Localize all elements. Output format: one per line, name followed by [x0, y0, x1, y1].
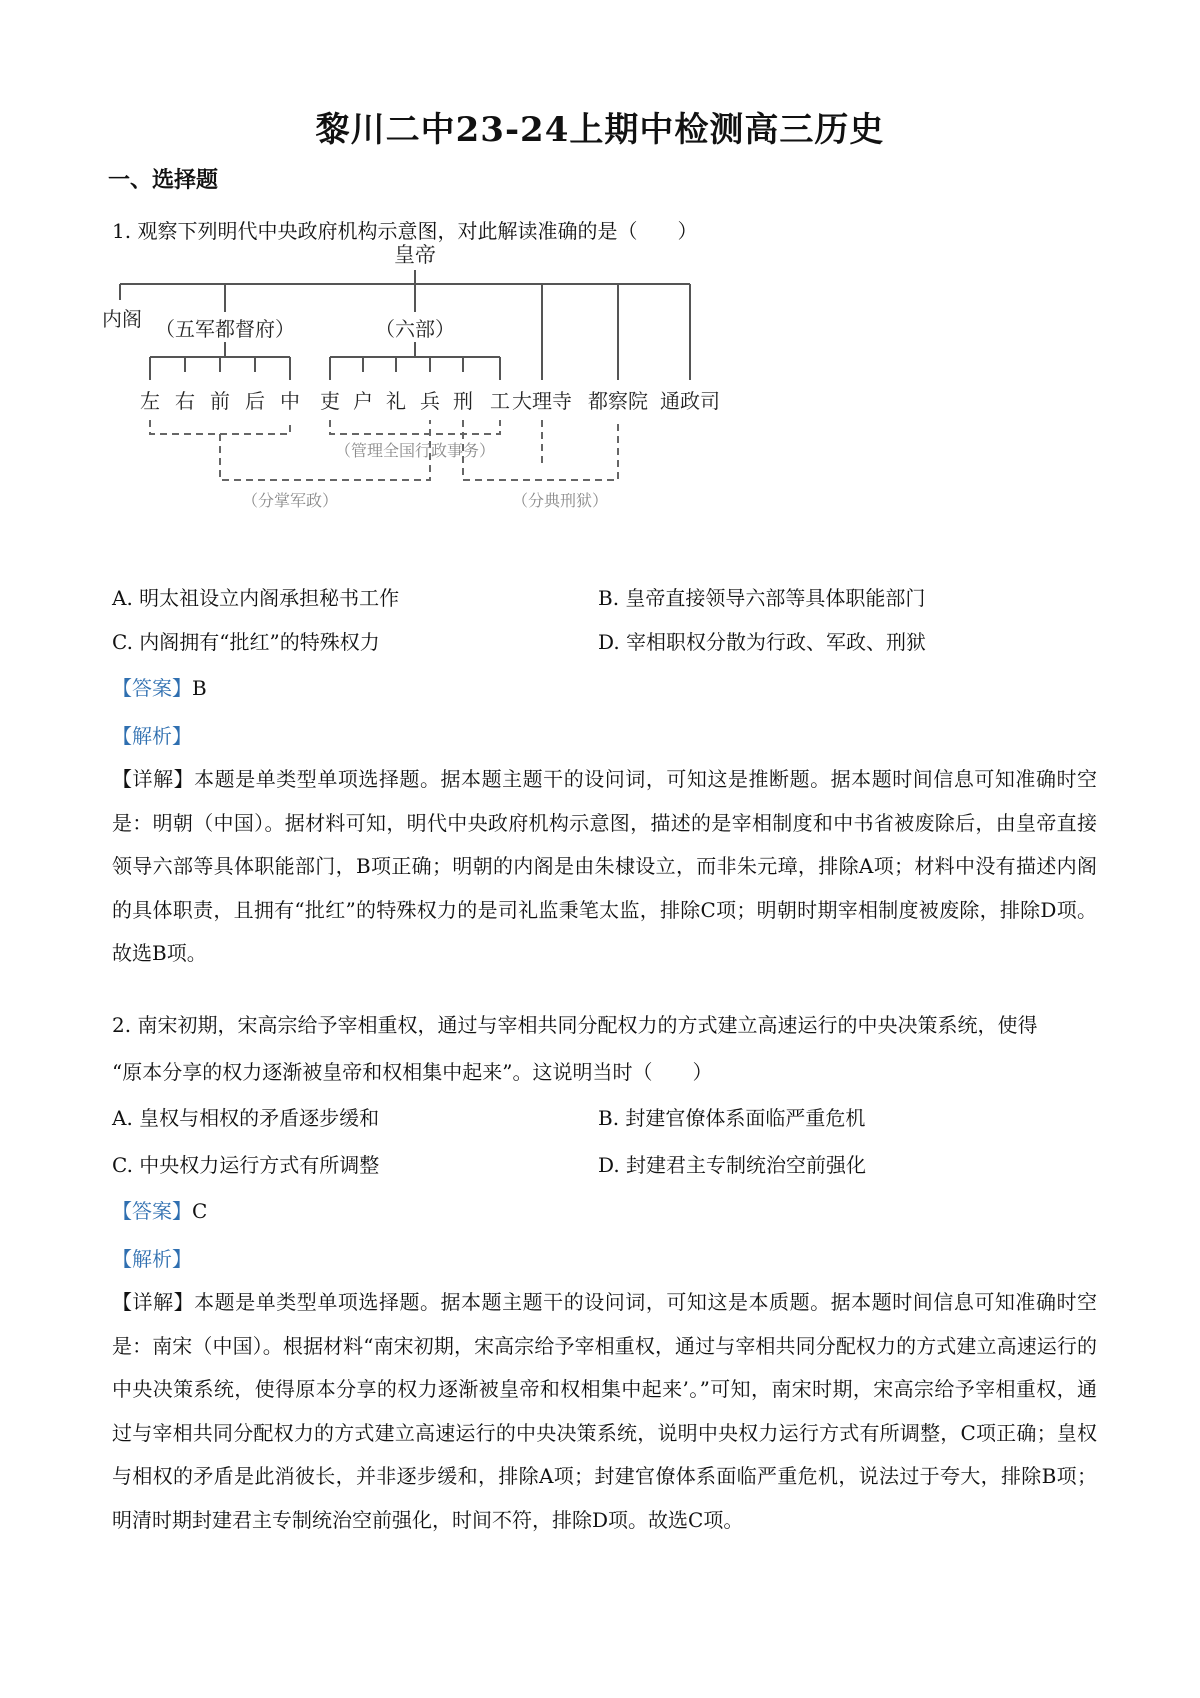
q2-option-d: D. 封建君主专制统治空前强化 [598, 1153, 867, 1177]
detail-label: 【详解】 [112, 1290, 195, 1314]
node-bu: 户 [353, 389, 373, 413]
node-junfu: 中 [280, 389, 300, 413]
page-title: 黎川二中23-24上期中检测高三历史 [315, 110, 885, 150]
q2-option-a: A. 皇权与相权的矛盾逐步缓和 [112, 1106, 380, 1130]
q1-option-b: B. 皇帝直接领导六部等具体职能部门 [598, 586, 926, 610]
section-heading: 一、选择题 [108, 167, 219, 193]
node-bu: 兵 [420, 389, 440, 413]
node-dalisi: 大理寺 [512, 389, 572, 413]
q2-detail [112, 1281, 1097, 1542]
node-tongzhengsi: 通政司 [660, 389, 720, 413]
q1-option-c: C. 内阁拥有“批红”的特殊权力 [112, 630, 380, 654]
detail-text: 本题是单类型单项选择题。据本题主题干的设问词，可知这是推断题。据本题时间信息可知准确时空是：明朝（中国）。据材料可知，明代中央政府机构示意图，描述的是宰相制度和中书省被废除后，由皇帝直接领导六部等具体职能部门，B项正确；明朝的内阁是由朱棣设立，而非朱元璋，排除A项；材料中没有描述内阁的具体职责，且拥有“批红”的特殊权力的是司礼监秉笔太监，排除C项；明朝时期宰相制度被废除，排除D项。故选B项。 [112, 767, 1098, 965]
q1-answer [112, 672, 207, 701]
q1-stem: 1. 观察下列明代中央政府机构示意图，对此解读准确的是（ ） [112, 219, 698, 243]
detail-label: 【详解】 [112, 767, 195, 791]
node-junfu: 右 [175, 389, 195, 413]
node-duchayuan: 都察院 [588, 389, 648, 413]
analysis-label: 【解析】 [112, 724, 192, 748]
answer-value: B [192, 676, 207, 700]
node-junfu: 左 [140, 389, 160, 413]
q1-detail [112, 758, 1097, 976]
q2-analysis-label [112, 1243, 192, 1272]
node-junfu: 前 [210, 389, 230, 413]
ming-government-diagram [100, 232, 740, 562]
node-neige: 内阁 [102, 307, 142, 331]
q1-option-d: D. 宰相职权分散为行政、军政、刑狱 [598, 630, 927, 654]
note-admin: （管理全国行政事务） [334, 441, 496, 460]
node-bu: 刑 [453, 389, 473, 413]
q2-stem-line2: “原本分享的权力逐渐被皇帝和权相集中起来”。这说明当时（ ） [112, 1060, 713, 1084]
answer-label: 【答案】 [112, 1199, 192, 1223]
q2-stem-line1: 2. 南宋初期，宋高宗给予宰相重权，通过与宰相共同分配权力的方式建立高速运行的中央决策系统，使得 [112, 1013, 1038, 1037]
node-emperor: 皇帝 [394, 243, 436, 267]
q1-option-a: A. 明太祖设立内阁承担秘书工作 [112, 586, 400, 610]
note-justice: （分典刑狱） [511, 491, 609, 510]
node-liubu: （六部） [375, 317, 455, 341]
node-bu: 礼 [386, 389, 406, 413]
node-wujun: （五军都督府） [155, 317, 295, 341]
answer-label: 【答案】 [112, 676, 192, 700]
q2-option-b: B. 封建官僚体系面临严重危机 [598, 1106, 866, 1130]
node-junfu: 后 [245, 389, 265, 413]
analysis-label: 【解析】 [112, 1247, 192, 1271]
node-bu: 吏 [320, 389, 340, 413]
answer-value: C [192, 1199, 208, 1223]
q2-answer [112, 1195, 207, 1224]
detail-text: 本题是单类型单项选择题。据本题主题干的设问词，可知这是本质题。据本题时间信息可知准确时空是：南宋（中国）。根据材料“南宋初期，宋高宗给予宰相重权，通过与宰相共同分配权力的方式建立高速运行的中央决策系统，使得原本分享的权力逐渐被皇帝和权相集中起来’。”可知，南宋时期，宋高宗给予宰相重权，通过与宰相共同分配权力的方式建立高速运行的中央决策系统，说明中央权力运行方式有所调整，C项正确；皇权与相权的矛盾是此消彼长，并非逐步缓和，排除A项；封建官僚体系面临严重危机，说法过于夸大，排除B项；明清时期封建君主专制统治空前强化，时间不符，排除D项。故选C项。 [112, 1290, 1098, 1532]
note-military: （分掌军政） [241, 491, 339, 510]
q1-analysis-label [112, 720, 192, 749]
node-bu: 工 [490, 389, 510, 413]
q2-option-c: C. 中央权力运行方式有所调整 [112, 1153, 380, 1177]
